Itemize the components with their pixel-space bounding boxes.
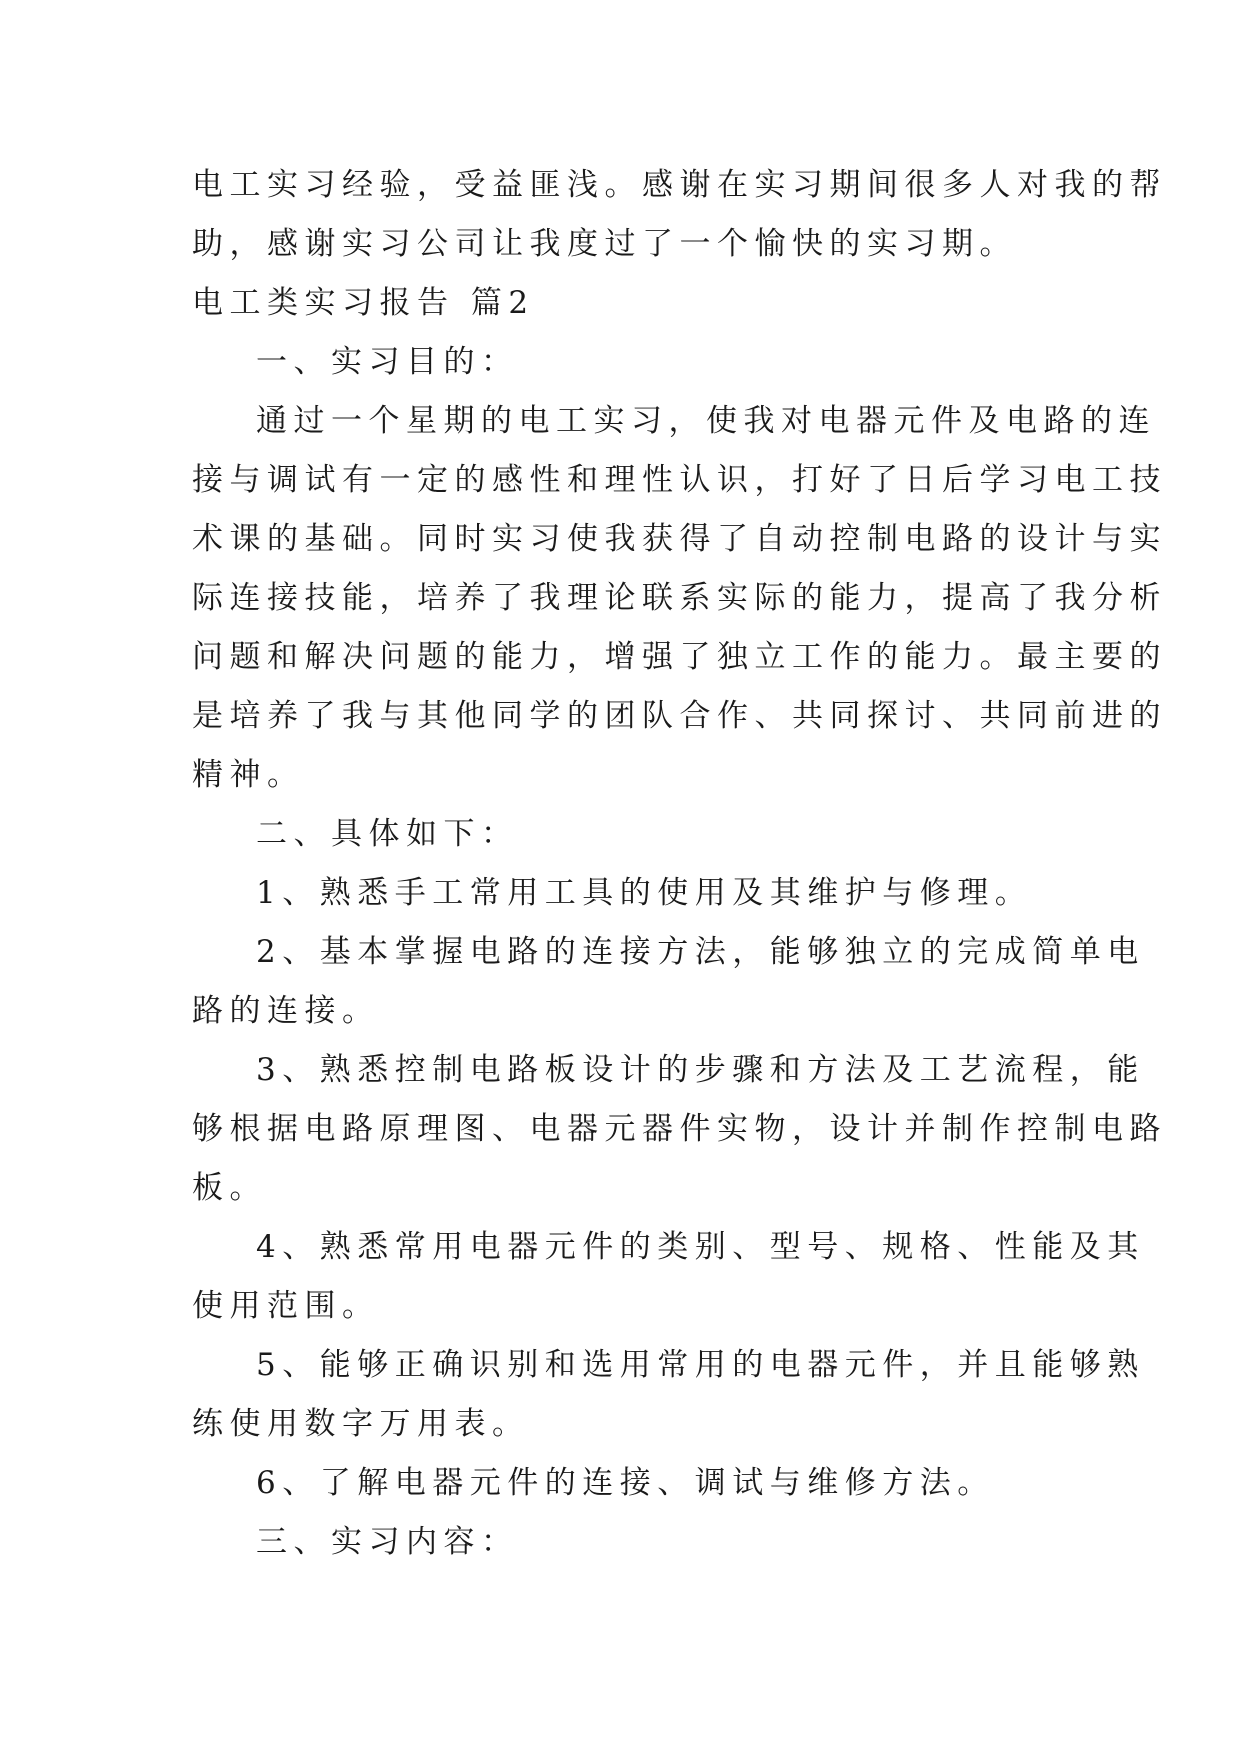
text-line: 练使用数字万用表。	[192, 1406, 530, 1442]
text-line: 电工实习经验，受益匪浅。感谢在实习期间很多人对我的帮	[192, 167, 1167, 203]
text-line: 路的连接。	[192, 993, 380, 1029]
text-line: 使用范围。	[192, 1288, 380, 1324]
list-item: 3、熟悉控制电路板设计的步骤和方法及工艺流程，能	[256, 1052, 1145, 1088]
text-line: 助，感谢实习公司让我度过了一个愉快的实习期。	[192, 226, 1017, 262]
text-line: 接与调试有一定的感性和理性认识，打好了日后学习电工技	[192, 462, 1167, 498]
list-item: 2、基本掌握电路的连接方法，能够独立的完成简单电	[256, 934, 1145, 970]
text-line: 是培养了我与其他同学的团队合作、共同探讨、共同前进的	[192, 698, 1167, 734]
text-line: 精神。	[192, 757, 305, 793]
text-line: 问题和解决问题的能力，增强了独立工作的能力。最主要的	[192, 639, 1167, 675]
list-item: 6、了解电器元件的连接、调试与维修方法。	[256, 1465, 995, 1501]
subsection-heading: 三、实习内容：	[256, 1524, 519, 1560]
list-item: 1、熟悉手工常用工具的使用及其维护与修理。	[256, 875, 1033, 911]
list-item: 4、熟悉常用电器元件的类别、型号、规格、性能及其	[256, 1229, 1145, 1265]
text-line: 够根据电路原理图、电器元器件实物，设计并制作控制电路	[192, 1111, 1167, 1147]
section-heading: 电工类实习报告 篇2	[192, 285, 535, 321]
subsection-heading: 一、实习目的：	[256, 344, 519, 380]
text-line: 通过一个星期的电工实习，使我对电器元件及电路的连	[256, 403, 1156, 439]
list-item: 5、能够正确识别和选用常用的电器元件，并且能够熟	[256, 1347, 1145, 1383]
subsection-heading: 二、具体如下：	[256, 816, 519, 852]
text-line: 板。	[192, 1170, 267, 1206]
text-line: 术课的基础。同时实习使我获得了自动控制电路的设计与实	[192, 521, 1167, 557]
text-line: 际连接技能，培养了我理论联系实际的能力，提高了我分析	[192, 580, 1167, 616]
